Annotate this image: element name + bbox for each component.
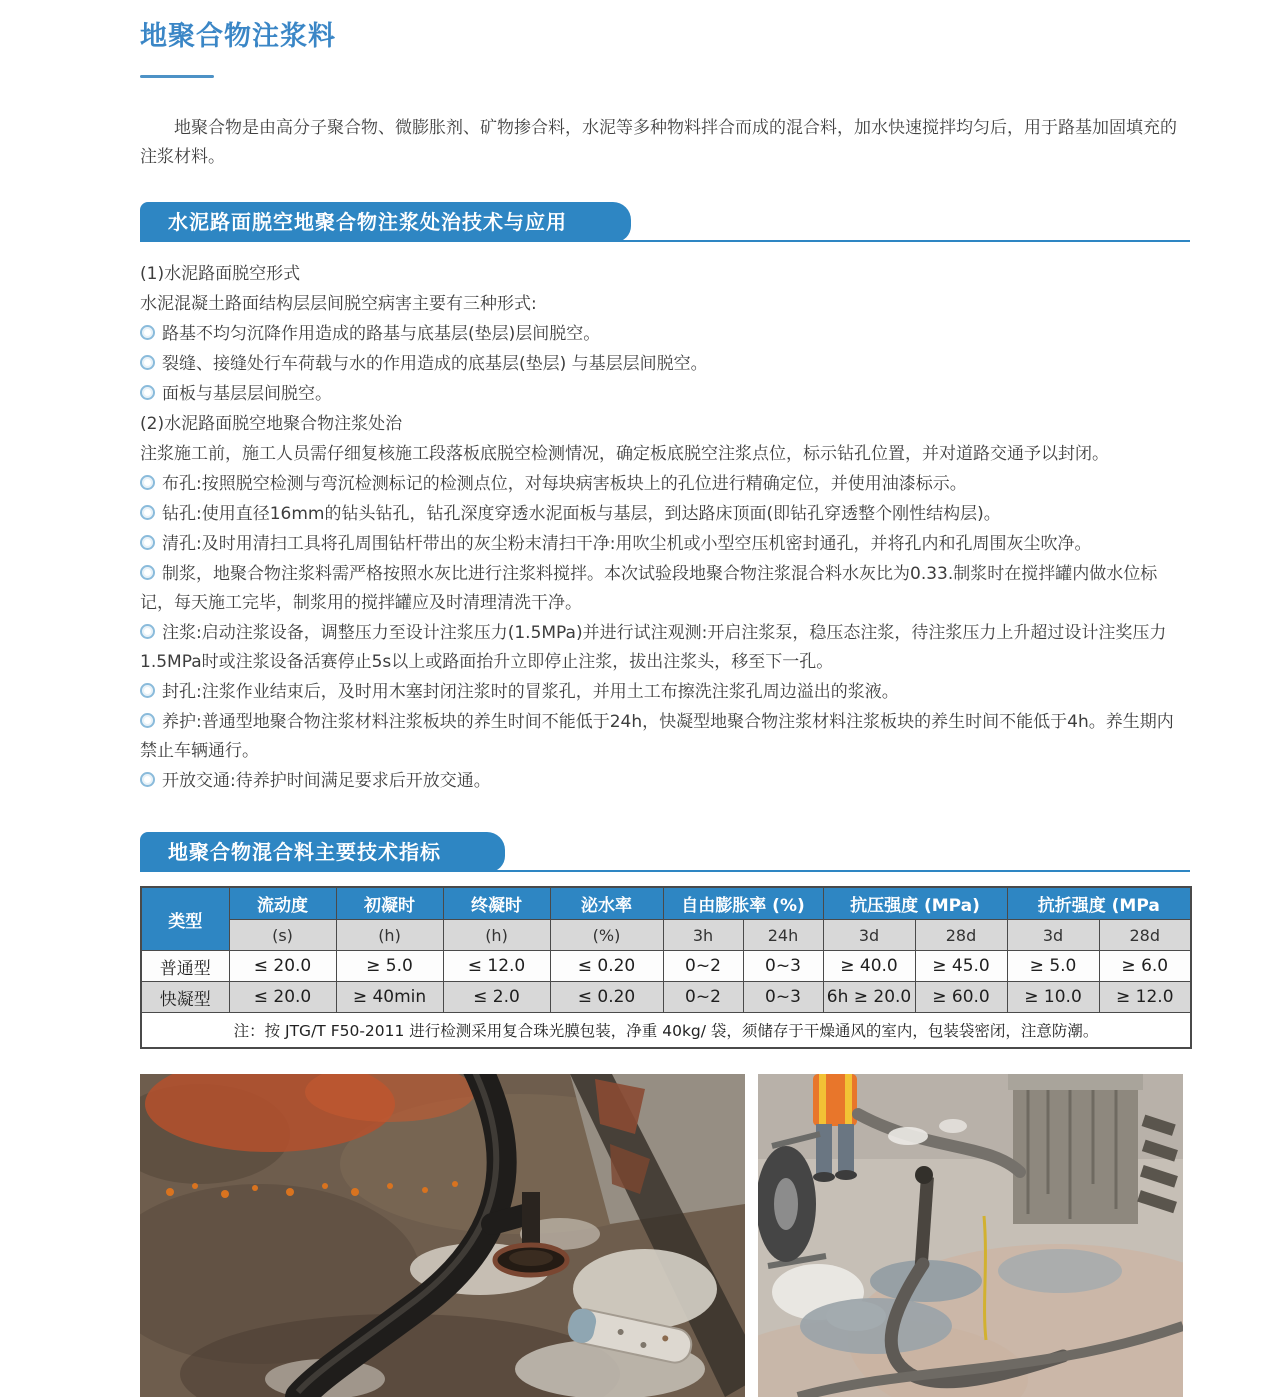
bullet-item — [140, 470, 1190, 499]
ring-bullet-icon — [140, 772, 155, 787]
col-header-bleeding: 泌水率 — [550, 887, 663, 920]
ring-bullet-icon — [140, 355, 155, 370]
table-row-ordinary — [141, 951, 1191, 982]
table-note-row — [141, 1013, 1191, 1049]
value-cell: ≤ 0.20 — [550, 982, 663, 1013]
bullet-text: 封孔:注浆作业结束后，及时用木塞封闭注浆时的冒浆孔，并用土工布擦洗注浆孔周边溢出的浆液。 — [162, 682, 899, 702]
page-content — [140, 0, 1190, 1397]
bullet-item — [140, 320, 1190, 349]
bullet-text: 制浆，地聚合物注浆料需严格按照水灰比进行注浆料搅拌。本次试验段地聚合物注浆混合料水灰比为0.33.制浆时在搅拌罐内做水位标记，每天施工完毕，制浆用的搅拌罐应及时清理清洗干净。 — [140, 564, 1158, 613]
bullet-item — [140, 350, 1190, 379]
bullet-text: 清孔:及时用清扫工具将孔周围钻杆带出的灰尘粉末清扫干净:用吹尘机或小型空压机密封通孔，并将孔内和孔周围灰尘吹净。 — [162, 534, 1092, 554]
unit-cell: (h) — [336, 920, 443, 951]
sub1-lead: 水泥混凝土路面结构层层间脱空病害主要有三种形式: — [140, 294, 537, 314]
value-cell: ≥ 12.0 — [1099, 982, 1191, 1013]
ring-bullet-icon — [140, 713, 155, 728]
ring-bullet-icon — [140, 325, 155, 340]
unit-cell: 28d — [915, 920, 1007, 951]
bullet-text: 路基不均匀沉降作用造成的路基与底基层(垫层)层间脱空。 — [162, 324, 601, 344]
row-label: 快凝型 — [141, 982, 229, 1013]
bullet-text: 养护:普通型地聚合物注浆材料注浆板块的养生时间不能低于24h，快凝型地聚合物注浆材料注浆板块的养生时间不能低于4h。养生期内禁止车辆通行。 — [140, 712, 1174, 761]
value-cell: ≤ 12.0 — [443, 951, 550, 982]
intro-paragraph: 地聚合物是由高分子聚合物、微膨胀剂、矿物掺合料，水泥等多种物料拌合而成的混合料，加水快速搅拌均匀后，用于路基加固填充的注浆材料。 — [140, 118, 1177, 167]
title-underline — [140, 75, 214, 78]
page-title: 地聚合物注浆料 — [140, 21, 336, 52]
bullet-text: 裂缝、接缝处行车荷载与水的作用造成的底基层(垫层) 与基层层间脱空。 — [162, 354, 708, 374]
unit-cell: (h) — [443, 920, 550, 951]
right-photo-illustration — [758, 1074, 1183, 1397]
ring-bullet-icon — [140, 535, 155, 550]
bullet-text: 布孔:按照脱空检测与弯沉检测标记的检测点位，对每块病害板块上的孔位进行精确定位，并使用油漆标示。 — [162, 474, 967, 494]
col-header-compressive: 抗压强度 (MPa) — [823, 887, 1007, 920]
bullet-item — [140, 560, 1190, 618]
photo-row — [140, 1074, 1190, 1397]
value-cell: ≥ 10.0 — [1007, 982, 1099, 1013]
section2-banner — [140, 832, 1190, 872]
value-cell: ≤ 2.0 — [443, 982, 550, 1013]
value-cell: 0~3 — [743, 982, 823, 1013]
bullet-item — [140, 767, 1190, 796]
photo-grouting-worksite — [758, 1074, 1183, 1397]
ring-bullet-icon — [140, 624, 155, 639]
value-cell: ≤ 20.0 — [229, 951, 336, 982]
ring-bullet-icon — [140, 385, 155, 400]
sub2-heading: (2)水泥路面脱空地聚合物注浆处治 — [140, 414, 403, 434]
value-cell: 6h ≥ 20.0 — [823, 982, 915, 1013]
value-cell: ≥ 40.0 — [823, 951, 915, 982]
bullet-text: 面板与基层层间脱空。 — [162, 384, 332, 404]
bullet-item — [140, 530, 1190, 559]
bullet-item — [140, 380, 1190, 409]
ring-bullet-icon — [140, 505, 155, 520]
table-note: 注：按 JTG/T F50-2011 进行检测采用复合珠光膜包装，净重 40kg/ 袋，须储存于干燥通风的室内，包装袋密闭，注意防潮。 — [141, 1013, 1191, 1049]
value-cell: ≥ 40min — [336, 982, 443, 1013]
bullet-item — [140, 708, 1190, 766]
value-cell: ≤ 20.0 — [229, 982, 336, 1013]
ring-bullet-icon — [140, 683, 155, 698]
bullet-text: 注浆:启动注浆设备，调整压力至设计注浆压力(1.5MPa)并进行试注观测:开启注浆泵，稳压态注浆，待注浆压力上升超过设计注奖压力1.5MPa时或注浆设备活赛停止5s以上或路面抬升立即停止注浆，拔出注浆头，移至下一孔。 — [140, 623, 1167, 672]
bullet-text: 开放交通:待养护时间满足要求后开放交通。 — [162, 771, 491, 791]
row-label: 普通型 — [141, 951, 229, 982]
ring-bullet-icon — [140, 565, 155, 580]
unit-cell: 3d — [1007, 920, 1099, 951]
ring-bullet-icon — [140, 475, 155, 490]
bullet-item — [140, 619, 1190, 677]
bullet-item — [140, 678, 1190, 707]
left-photo-illustration — [140, 1074, 745, 1397]
value-cell: 0~3 — [743, 951, 823, 982]
bullet-item — [140, 500, 1190, 529]
unit-cell: (%) — [550, 920, 663, 951]
sub2-lead: 注浆施工前，施工人员需仔细复核施工段落板底脱空检测情况，确定板底脱空注浆点位，标示钻孔位置，并对道路交通予以封闭。 — [140, 444, 1109, 464]
col-header-fluidity: 流动度 — [229, 887, 336, 920]
value-cell: ≥ 6.0 — [1099, 951, 1191, 982]
col-header-type: 类型 — [141, 887, 229, 951]
value-cell: ≤ 0.20 — [550, 951, 663, 982]
value-cell: ≥ 5.0 — [1007, 951, 1099, 982]
unit-cell: 28d — [1099, 920, 1191, 951]
unit-cell: 24h — [743, 920, 823, 951]
table-header-row — [141, 887, 1191, 920]
section1-banner — [140, 202, 1190, 242]
unit-cell: 3d — [823, 920, 915, 951]
spec-table — [140, 886, 1192, 1049]
section1-title: 水泥路面脱空地聚合物注浆处治技术与应用 — [140, 202, 631, 242]
value-cell: ≥ 60.0 — [915, 982, 1007, 1013]
value-cell: 0~2 — [663, 951, 743, 982]
bullet-text: 钻孔:使用直径16mm的钻头钻孔，钻孔深度穿透水泥面板与基层，到达路床顶面(即钻孔穿透整个刚性结构层)。 — [162, 504, 1001, 524]
col-header-initial-set: 初凝时 — [336, 887, 443, 920]
section1-body — [140, 260, 1190, 796]
unit-cell: 3h — [663, 920, 743, 951]
col-header-final-set: 终凝时 — [443, 887, 550, 920]
unit-cell: (s) — [229, 920, 336, 951]
table-row-rapid — [141, 982, 1191, 1013]
value-cell: 0~2 — [663, 982, 743, 1013]
section2-title: 地聚合物混合料主要技术指标 — [140, 832, 505, 872]
value-cell: ≥ 5.0 — [336, 951, 443, 982]
sub1-heading: (1)水泥路面脱空形式 — [140, 264, 301, 284]
value-cell: ≥ 45.0 — [915, 951, 1007, 982]
col-header-expansion: 自由膨胀率 (%) — [663, 887, 823, 920]
col-header-flexural: 抗折强度 (MPa — [1007, 887, 1191, 920]
photo-grouting-hose-pavement — [140, 1074, 745, 1397]
table-unit-row — [141, 920, 1191, 951]
